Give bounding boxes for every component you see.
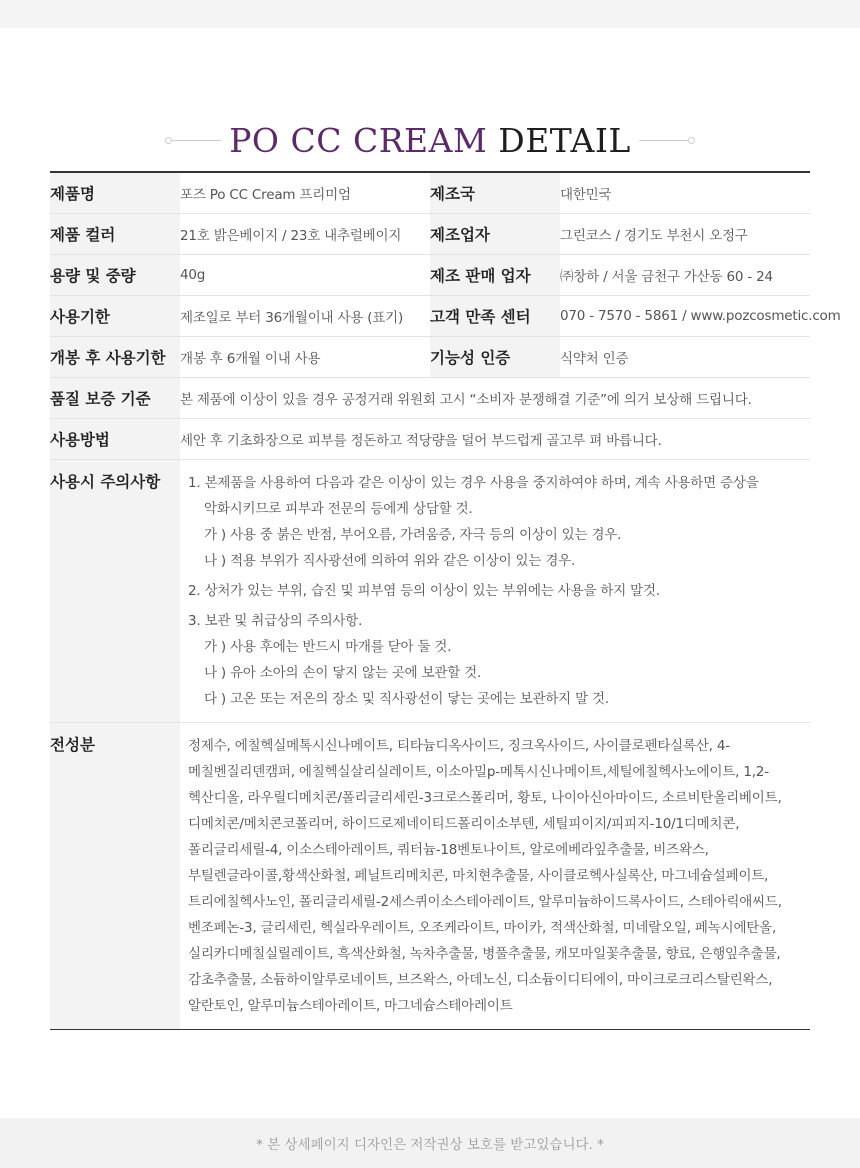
label-customer-center: 고객 만족 센터 — [430, 296, 560, 337]
value-expiry: 제조일로 부터 36개월이내 사용 (표기) — [180, 296, 430, 337]
value-manufacturer: 그린코스 / 경기도 부천시 오정구 — [560, 214, 810, 255]
label-caution: 사용시 주의사항 — [50, 460, 180, 723]
title-dark: DETAIL — [498, 120, 631, 160]
label-expiry: 사용기한 — [50, 296, 180, 337]
value-usage: 세안 후 기초화장으로 피부를 정돈하고 적당량을 덜어 부드럽게 골고루 펴 바릅니다. — [180, 419, 810, 460]
caution-item-1-a: 가 ) 사용 중 붉은 반점, 부어오름, 가려움증, 자극 등의 이상이 있는 경우. — [204, 527, 622, 543]
value-color: 21호 밝은베이지 / 23호 내추럴베이지 — [180, 214, 430, 255]
caution-item-1: 1. 본제품을 사용하여 다음과 같은 이상이 있는 경우 사용을 중지하여야 하며, 계속 사용하면 증상을 — [188, 475, 759, 491]
caution-item-1-cont: 악화시키므로 피부과 전문의 등에게 상담할 것. — [204, 501, 473, 517]
table-row — [50, 172, 810, 214]
page-title — [229, 121, 631, 160]
value-after-opening: 개봉 후 6개월 이내 사용 — [180, 337, 430, 378]
label-quality: 품질 보증 기준 — [50, 378, 180, 419]
copyright-notice: * 본 상세페이지 디자인은 저작권상 보호를 받고있습니다. * — [256, 1137, 604, 1153]
label-after-opening: 개봉 후 사용기한 — [50, 337, 180, 378]
caution-item-3: 3. 보관 및 취급상의 주의사항. — [188, 613, 363, 629]
value-customer-center: 070 - 7570 - 5861 / www.pozcosmetic.com — [560, 296, 810, 337]
value-certification: 식약처 인증 — [560, 337, 810, 378]
section-title — [0, 118, 860, 162]
value-caution — [180, 460, 810, 723]
label-manufacturer: 제조업자 — [430, 214, 560, 255]
table-row — [50, 337, 810, 378]
table-row — [50, 723, 810, 1030]
copyright-footer — [0, 1118, 860, 1168]
title-divider-right — [639, 140, 689, 141]
table-row — [50, 255, 810, 296]
value-product-name: 포즈 Po CC Cream 프리미엄 — [180, 172, 430, 214]
label-certification: 기능성 인증 — [430, 337, 560, 378]
table-row — [50, 296, 810, 337]
label-product-name: 제품명 — [50, 172, 180, 214]
title-accent: PO CC CREAM — [229, 120, 488, 160]
label-distributor: 제조 판매 업자 — [430, 255, 560, 296]
caution-item-3-b: 나 ) 유아 소아의 손이 닿지 않는 곳에 보관할 것. — [204, 665, 482, 681]
label-color: 제품 컬러 — [50, 214, 180, 255]
label-usage: 사용방법 — [50, 419, 180, 460]
caution-item-1-b: 나 ) 적용 부위가 직사광선에 의하여 위와 같은 이상이 있는 경우. — [204, 553, 576, 569]
caution-item-3-c: 다 ) 고온 또는 저온의 장소 및 직사광선이 닿는 곳에는 보관하지 말 것. — [204, 691, 609, 707]
title-divider-left — [171, 140, 221, 141]
label-volume: 용량 및 중량 — [50, 255, 180, 296]
label-country: 제조국 — [430, 172, 560, 214]
value-country: 대한민국 — [560, 172, 810, 214]
top-band — [0, 0, 860, 28]
label-ingredients: 전성분 — [50, 723, 180, 1030]
product-detail-table — [50, 171, 841, 1030]
caution-item-2: 2. 상처가 있는 부위, 습진 및 피부염 등의 이상이 있는 부위에는 사용을 하지 말것. — [188, 583, 660, 599]
caution-item-3-a: 가 ) 사용 후에는 반드시 마개를 닫아 둘 것. — [204, 639, 452, 655]
value-volume: 40g — [180, 255, 430, 296]
table-row — [50, 419, 810, 460]
table-row — [50, 214, 810, 255]
value-quality: 본 제품에 이상이 있을 경우 공정거래 위원회 고시 “소비자 분쟁해결 기준”에 의거 보상해 드립니다. — [180, 378, 810, 419]
table-row — [50, 378, 810, 419]
value-distributor: ㈜창하 / 서울 금천구 가산동 60 - 24 — [560, 255, 810, 296]
table-row — [50, 460, 810, 723]
value-ingredients: 정제수, 에칠헥실메톡시신나메이트, 티타늄디옥사이드, 징크옥사이드, 사이클로펜타실록산, 4-메칠벤질리덴캠퍼, 에칠헥실살리실레이트, 이소아밀p-메톡시신나메이트,세틸에칠헥사노에이트, 1,2-헥산디올, 라우릴디메치콘/폴리글리세린-3크로스폴리머, 황토, 나이아신아마이드, 소르비탄올리베이트, 디메치콘/메치콘코폴리머, 하이드로제네이티드폴리이소부텐, 세틸피이지/피피지-10/1디메치콘,폴리글리세릴-4, 이소스테아레이트, 쿼터늄-18벤토나이트, 알로에베라잎추출물, 비즈왁스, 부틸렌글라이콜,황색산화철, 페닐트리메치콘, 마치현추출물, 사이클로헥사실록산, 마그네슘설페이트, 트리에칠헥사노인, 폴리글리세릴-2세스퀴이소스테아레이트, 알루미늄하이드록사이드, 스테아릭애씨드, 벤조페논-3, 글리세린, 헥실라우레이트, 오조케라이트, 마이카, 적색산화철, 미네랄오일, 페녹시에탄올, 실리카디메칠실릴레이트, 흑색산화철, 녹차추출물, 병풀추출물, 캐모마일꽃추출물, 향료, 은행잎추출물, 감초추출물, 소듐하이알루로네이트, 브즈왁스, 아데노신, 디소듐이디티에이, 마이크로크리스탈린왁스, 알란토인, 알루미늄스테아레이트, 마그네슘스테아레이트 — [188, 738, 782, 1014]
